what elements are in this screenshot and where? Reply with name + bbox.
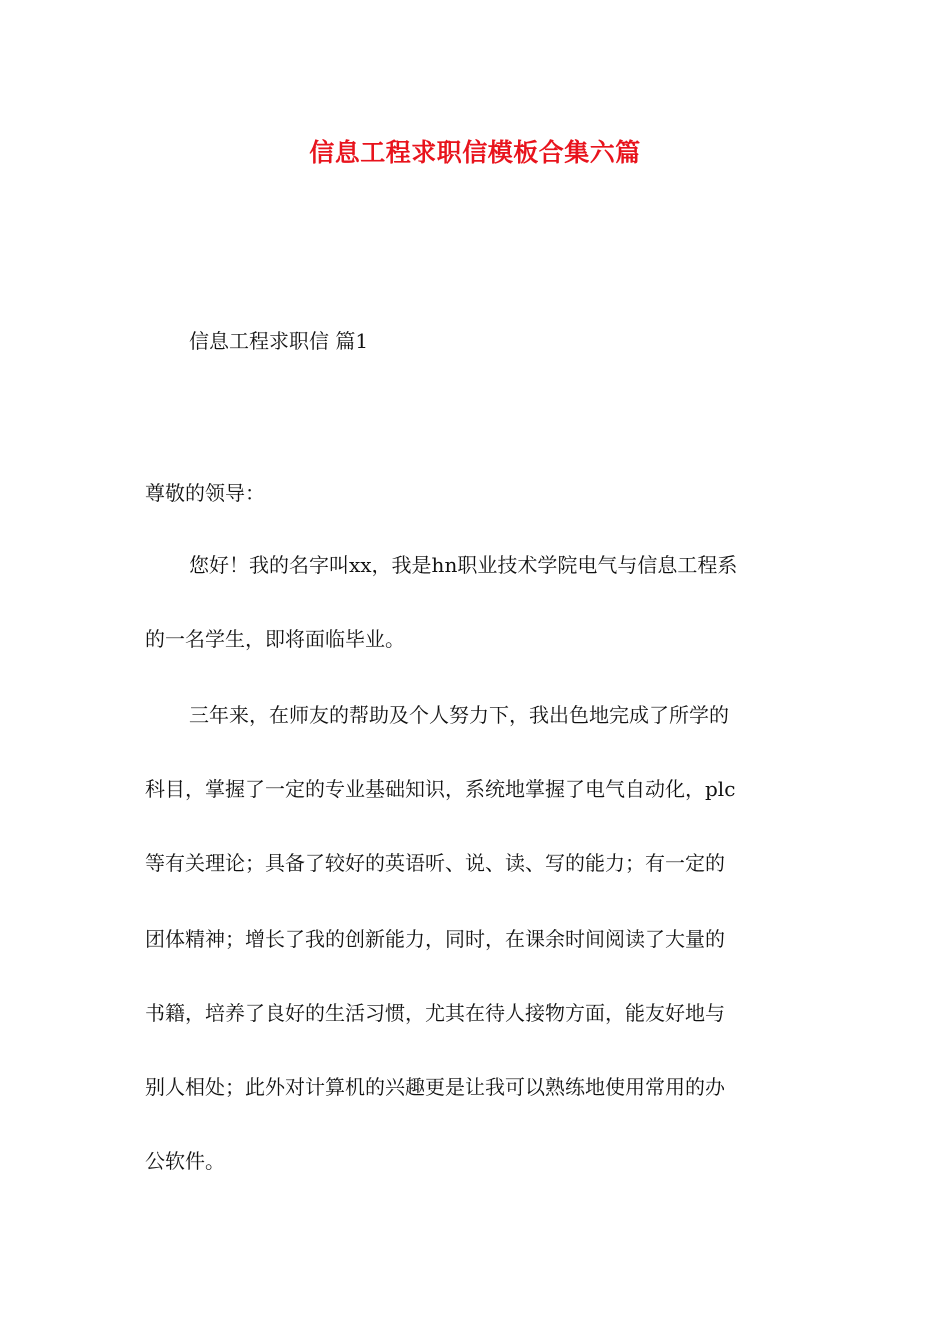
paragraph-2-line-1: 三年来，在师友的帮助及个人努力下，我出色地完成了所学的 bbox=[189, 703, 729, 727]
paragraph-2-line-3: 等有关理论；具备了较好的英语听、说、读、写的能力；有一定的 bbox=[145, 851, 725, 875]
salutation: 尊敬的领导： bbox=[145, 481, 265, 505]
paragraph-2-line-6: 别人相处；此外对计算机的兴趣更是让我可以熟练地使用常用的办 bbox=[145, 1075, 725, 1099]
paragraph-2-line-5: 书籍，培养了良好的生活习惯，尤其在待人接物方面，能友好地与 bbox=[145, 1001, 725, 1025]
document-title: 信息工程求职信模板合集六篇 bbox=[309, 138, 641, 167]
paragraph-1-line-2: 的一名学生，即将面临毕业。 bbox=[145, 627, 405, 651]
section-heading: 信息工程求职信 篇1 bbox=[189, 329, 369, 353]
paragraph-2-line-2: 科目，掌握了一定的专业基础知识，系统地掌握了电气自动化，plc bbox=[145, 777, 736, 801]
paragraph-2-line-7: 公软件。 bbox=[145, 1149, 225, 1173]
paragraph-1-line-1: 您好！我的名字叫xx，我是hn职业技术学院电气与信息工程系 bbox=[189, 553, 738, 577]
paragraph-2-line-4: 团体精神；增长了我的创新能力，同时，在课余时间阅读了大量的 bbox=[145, 927, 725, 951]
